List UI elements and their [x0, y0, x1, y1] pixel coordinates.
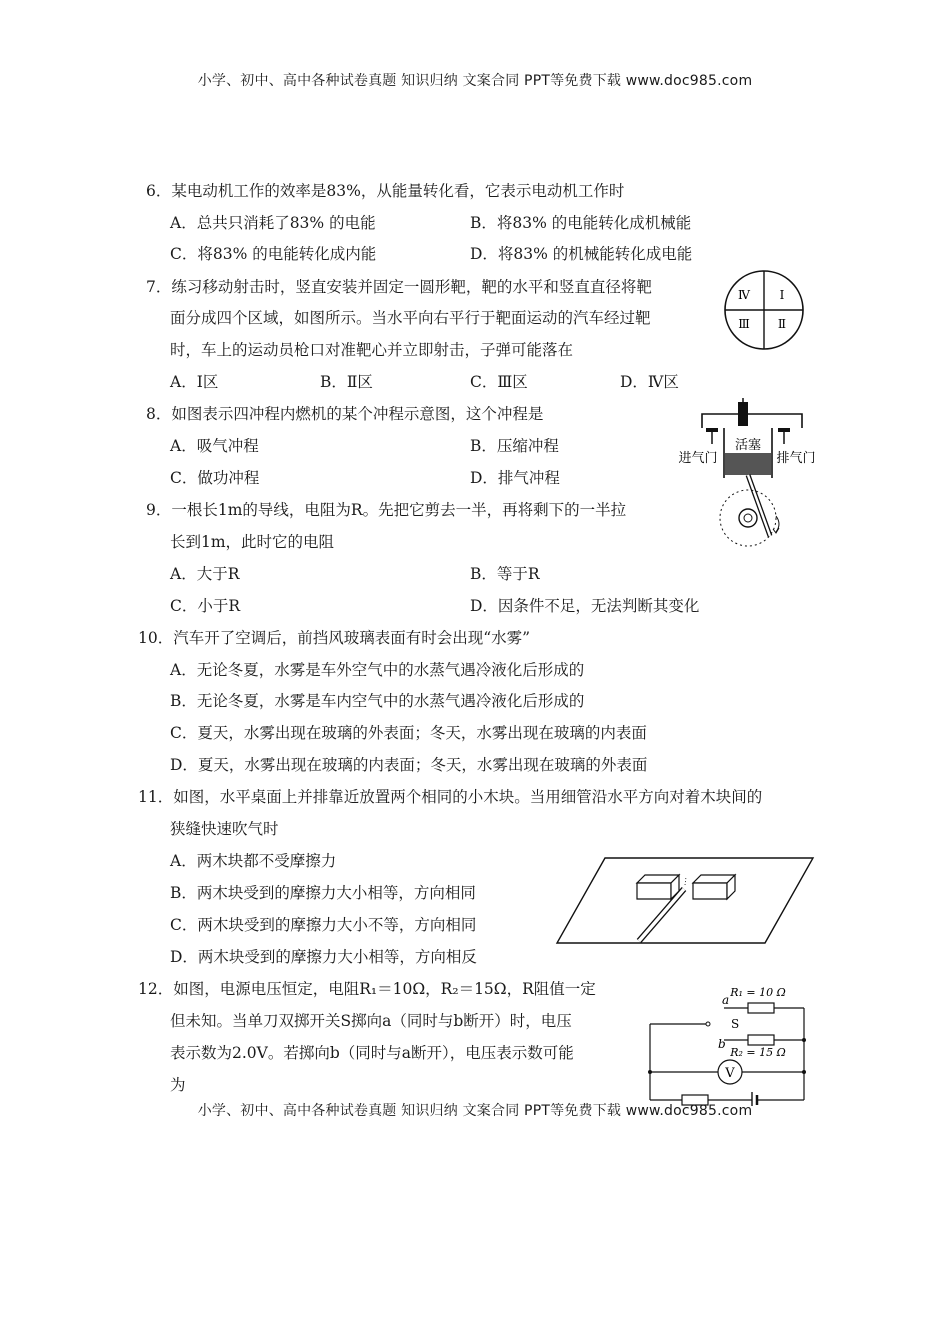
q9-option-d: D．因条件不足，无法判断其变化: [470, 597, 700, 615]
q6-option-b: B．将83% 的电能转化成机械能: [470, 214, 692, 232]
q11-stem-line1: 11．如图，水平桌面上并排靠近放置两个相同的小木块。当用细管沿水平方向对着木块间的: [138, 788, 763, 806]
q11-option-c: C．两木块受到的摩擦力大小不等，方向相同: [170, 916, 477, 934]
q7-stem-line3: 时，车上的运动员枪口对准靶心并立即射击，子弹可能落在: [170, 341, 574, 359]
target-region-iv: Ⅳ: [738, 288, 750, 302]
q10-option-a: A．无论冬夏，水雾是车外空气中的水蒸气遇冷液化后形成的: [170, 661, 585, 679]
circuit-figure: [644, 980, 814, 1106]
q7-option-c: C．Ⅲ区: [470, 373, 528, 391]
target-region-ii: Ⅱ: [777, 317, 787, 331]
q8-option-a: A．吸气冲程: [170, 437, 259, 455]
q7-stem-line2: 面分成四个区域，如图所示。当水平向右平行于靶面运动的汽车经过靶: [170, 309, 651, 327]
q11-stem-line2: 狭缝快速吹气时: [170, 820, 279, 838]
q12-stem-line3: 表示数为2.0V。若掷向b（同时与a断开），电压表示数可能: [170, 1044, 574, 1062]
q9-option-a: A．大于R: [170, 565, 240, 583]
q7-stem-line1: 7．练习移动射击时，竖直安装并固定一圆形靶，靶的水平和竖直直径将靶: [146, 278, 652, 296]
q12-stem-line1: 12．如图，电源电压恒定，电阻R₁＝10Ω，R₂＝15Ω，R阻值一定: [138, 980, 596, 998]
page-header: 小学、初中、高中各种试卷真题 知识归纳 文案合同 PPT等免费下载 www.doc985.com: [197, 73, 753, 89]
q8-stem: 8．如图表示四冲程内燃机的某个冲程示意图，这个冲程是: [146, 405, 544, 423]
q8-option-d: D．排气冲程: [470, 469, 560, 487]
q7-option-d: D．Ⅳ区: [620, 373, 679, 391]
q7-option-a: A．Ⅰ区: [170, 373, 219, 391]
q9-stem-line2: 长到1m，此时它的电阻: [170, 533, 335, 551]
terminal-a-label: a: [722, 993, 730, 1007]
q6-option-c: C．将83% 的电能转化成内能: [170, 245, 377, 263]
wood-blocks-figure: [555, 855, 817, 945]
q7-option-b: B．Ⅱ区: [320, 373, 373, 391]
target-figure: [722, 268, 806, 352]
q11-option-b: B．两木块受到的摩擦力大小相等，方向相同: [170, 884, 476, 902]
q11-option-d: D．两木块受到的摩擦力大小相等，方向相反: [170, 948, 477, 966]
engine-figure: [672, 398, 822, 550]
q10-option-d: D．夏天，水雾出现在玻璃的内表面；冬天，水雾出现在玻璃的外表面: [170, 756, 648, 774]
q10-option-c: C．夏天，水雾出现在玻璃的外表面；冬天，水雾出现在玻璃的内表面: [170, 724, 647, 742]
q12-stem-line2: 但未知。当单刀双掷开关S掷向a（同时与b断开）时，电压: [170, 1012, 572, 1030]
q6-stem: 6．某电动机工作的效率是83%，从能量转化看，它表示电动机工作时: [146, 182, 625, 200]
q9-option-b: B．等于R: [470, 565, 540, 583]
piston-label: 活塞: [734, 438, 762, 453]
q8-option-b: B．压缩冲程: [470, 437, 559, 455]
target-region-i: Ⅰ: [779, 288, 785, 302]
terminal-b-label: b: [718, 1037, 726, 1051]
r1-label: R₁ = 10 Ω: [730, 986, 786, 999]
q9-stem-line1: 9．一根长1m的导线，电阻为R。先把它剪去一半，再将剩下的一半拉: [146, 501, 627, 519]
q6-option-d: D．将83% 的机械能转化成电能: [470, 245, 693, 263]
target-region-iii: Ⅲ: [738, 317, 750, 331]
switch-label: S: [731, 1017, 740, 1031]
q6-option-a: A．总共只消耗了83% 的电能: [170, 214, 376, 232]
q10-stem: 10．汽车开了空调后，前挡风玻璃表面有时会出现“水雾”: [138, 629, 531, 647]
page-footer: 小学、初中、高中各种试卷真题 知识归纳 文案合同 PPT等免费下载 www.doc985.com: [197, 1103, 753, 1119]
q10-option-b: B．无论冬夏，水雾是车内空气中的水蒸气遇冷液化后形成的: [170, 692, 585, 710]
exhaust-valve-label: 排气门: [776, 451, 816, 466]
voltmeter-label: V: [725, 1066, 735, 1081]
q12-stem-line4: 为: [170, 1076, 186, 1094]
q9-option-c: C．小于R: [170, 597, 241, 615]
q11-option-a: A．两木块都不受摩擦力: [170, 852, 337, 870]
r2-label: R₂ = 15 Ω: [730, 1046, 786, 1059]
intake-valve-label: 进气门: [678, 451, 718, 466]
q8-option-c: C．做功冲程: [170, 469, 260, 487]
